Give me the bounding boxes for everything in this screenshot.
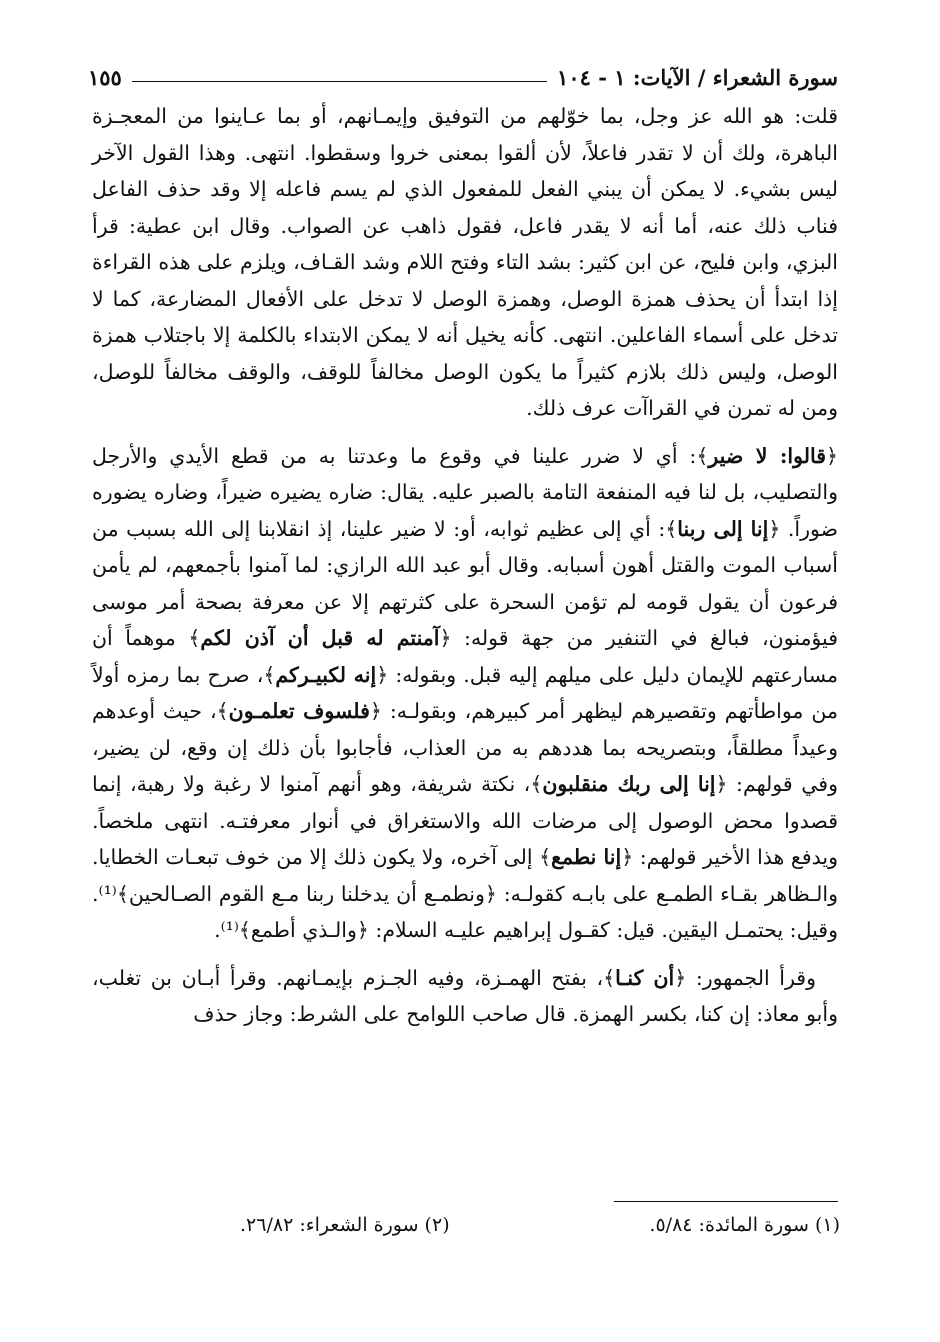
ornate-bracket-open: ﴿ [356, 918, 369, 942]
ornate-bracket-close: ﴾ [188, 626, 201, 650]
ornate-bracket-close: ﴾ [530, 772, 543, 796]
text-run: إلى آخره، ولا يكون ذلك إلا من خوف تبعـات الخطايا. والـظاهر بقـاء الطمـع على بابـه كقولـه: [92, 845, 838, 906]
quoted-phrase: فلسوف تعلمـون [228, 699, 370, 723]
quoted-phrase: ونطمـع أن يدخلنا ربنا مـع القوم الصـالحين [128, 881, 485, 906]
quoted-phrase: أن كنـا [615, 965, 675, 990]
ornate-bracket-close: ﴾ [238, 918, 251, 942]
quoted-phrase: آمنتم له قبل أن آذن لكم [200, 626, 440, 650]
quran-verse-quote [217, 699, 382, 723]
text-run: قلت: هو الله عز وجل، بما خوّلهم من التوفيق وإيمـانهم، أو بما عـاينوا من المعجـزة الباهرة، ولك أن لا تقدر فاعلاً، لأن ألقوا بمعنى خروا وسقطوا. انتهى. وهذا القول الآخر ليس بشيء. لا يمكن أن يبني الفعل للمفعول الذي لم يسم فاعله إلا وقد حذف الفاعل فناب ذلك عنه، أما أنه لا يقدر فاعل، فقول ذاهب عن الصواب. وقال ابن عطية: قرأ البزي، وابن فليح، عن ابن كثير: بشد التاء وفتح اللام وشد القـاف، ويلزم على هذه القراءة إذا ابتدأ أن يحذف همزة الوصل، وهمزة الوصل لا تدخل على الأفعال المضارعة، كما لا تدخل على أسماء الفاعلين. انتهى. كأنه يخيل أنه لا يمكن الابتداء بالكلمة إلا باجتلاب همزة الوصل، وليس ذلك بلازم كثيراً ما يكون الوصل مخالفاً للوقف، والوقف مخالفاً للوصل، ومن له تمرن في القراآت عرف ذلك. [92, 104, 838, 420]
ornate-bracket-close: ﴾ [603, 965, 616, 990]
paragraph [92, 438, 838, 949]
text-run: ، بفتح الهمـزة، وفيه الجـزم بإيمـانهم. وقرأ أبـان بن تغلب، وأبو معاذ: إن كنا، بكسر الهمزة. قال صاحب اللوامح على الشرط: وجاز حذف [92, 965, 838, 1026]
text-run: ، نكتة شريفة، وهو أنهم آمنوا لا رغبة ولا رهبة، إنما قصدوا محض الوصول إلى مرضات الله والاستغراق في أنوار معرفتـه. انتهى ملخصاً. ويدفع هذا الأخير قولهم: [92, 772, 838, 869]
text-run: ، صرح بما رمزه أولاً من مواطأتهم وتقصيرهم ليظهر أمر كبيرهم، وبقولـه: [92, 662, 838, 723]
quoted-phrase: قالوا: لا ضير [708, 443, 826, 468]
ornate-bracket-open: ﴿ [715, 772, 728, 796]
footnote-1: (١) سورة المائدة: ٥/٨٤. [649, 1214, 840, 1236]
ornate-bracket-open: ﴿ [674, 965, 687, 990]
quoted-phrase: إنه لكبيـركم [275, 662, 377, 687]
quoted-phrase: إنا إلى ربك منقلبون [542, 772, 716, 796]
footnote-separator [614, 1201, 838, 1202]
page-number: ١٥٥ [88, 65, 122, 90]
quran-verse-quote [239, 918, 369, 942]
ornate-bracket-open: ﴿ [621, 845, 634, 869]
quran-verse-quote [263, 663, 388, 687]
text-run: : أي لا ضرر علينا في وقوع ما وعدتنا به من قطع الأيدي والأرجل والتصليب، بل لنا فيه المنفعة التامة بالصبر عليه. يقال: ضاره يضيره ضيراً، وضاره يضوره ضوراً. [92, 443, 838, 541]
quoted-phrase: والـذي أطمع [250, 918, 357, 942]
ornate-bracket-open: ﴿ [826, 443, 839, 468]
ornate-bracket-open: ﴿ [768, 516, 781, 541]
quran-verse-quote [530, 772, 727, 796]
ornate-bracket-open: ﴿ [484, 881, 497, 906]
main-text [92, 98, 838, 1033]
text-run: ، حيث أوعدهم وعيداً مطلقاً، وبتصريحه بما هددهم به من العذاب، فأجابوا بأن ذلك إن وقع، لن يضير، وفي قولهم: [92, 699, 838, 796]
quran-verse-quote [603, 966, 686, 990]
ornate-bracket-close: ﴾ [696, 443, 709, 468]
ornate-bracket-close: ﴾ [665, 516, 678, 541]
quran-verse-quote [117, 882, 497, 906]
header-rule [132, 81, 547, 82]
footnote-2: (٢) سورة الشعراء: ٢٦/٨٢. [240, 1214, 450, 1236]
text-run: وقرأ الجمهور: [686, 965, 816, 990]
quran-verse-quote [665, 517, 780, 541]
footnotes [240, 1210, 840, 1240]
text-run: موهماً أن مسارعتهم للإيمان دليل على ميلهم إليه قبل. وبقوله: [92, 626, 838, 687]
ornate-bracket-open: ﴿ [369, 699, 382, 723]
quoted-phrase: إنا إلى ربنا [677, 516, 769, 541]
ornate-bracket-close: ﴾ [539, 845, 552, 869]
text-run: : أي إلى عظيم ثوابه، أو: لا ضير علينا، إذ انقلابنا إلى الله بسبب من أسباب الموت والقتل أهون أسبابه. وقال أبو عبد الله الرازي: لما آمنوا بأجمعهم، لم يأمن فرعون أن يقول قومه لم تؤمن السحرة على كثرتهم إلا عن معرفة بصحة أمر موسى فيؤمنون، فبالغ في التنفير من جهة قوله: [92, 516, 839, 650]
surah-title: سورة الشعراء / الآيات: ١ - ١٠٤ [557, 65, 838, 90]
quran-verse-quote [696, 444, 838, 468]
paragraph [92, 98, 838, 427]
text-run: ⁽¹⁾. [214, 918, 239, 942]
quran-verse-quote [539, 845, 633, 869]
quran-verse-quote [188, 626, 451, 650]
ornate-bracket-open: ﴿ [376, 662, 389, 687]
ornate-bracket-close: ﴾ [263, 662, 276, 687]
ornate-bracket-open: ﴿ [439, 626, 452, 650]
paragraph [92, 960, 838, 1033]
ornate-bracket-close: ﴾ [116, 881, 129, 906]
text-run: ⁽¹⁾. وقيل: يحتمـل اليقين. قيل: كقـول إبراهيم عليـه السلام: [92, 881, 838, 942]
quoted-phrase: إنا نطمع [551, 845, 622, 869]
running-header [88, 60, 838, 90]
ornate-bracket-close: ﴾ [216, 699, 229, 723]
